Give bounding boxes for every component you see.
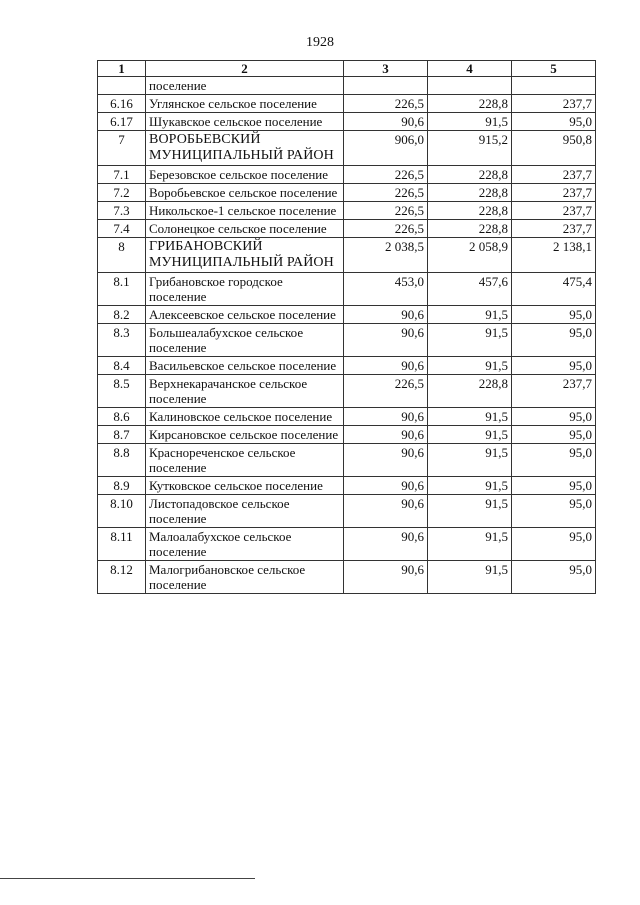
header-col-1: 1 xyxy=(98,61,146,77)
header-col-5: 5 xyxy=(512,61,596,77)
table-row xyxy=(98,273,596,306)
value-col-3-cell: 90,6 xyxy=(344,324,428,357)
value-col-5-cell: 95,0 xyxy=(512,561,596,594)
table-row xyxy=(98,561,596,594)
value-col-5-cell: 95,0 xyxy=(512,528,596,561)
value-col-3-cell: 90,6 xyxy=(344,528,428,561)
row-name-cell: Краснореченское сельское поселение xyxy=(146,444,344,477)
row-number-cell: 6.16 xyxy=(98,95,146,113)
value-col-4-cell: 91,5 xyxy=(428,357,512,375)
table-body xyxy=(98,77,596,594)
value-col-4-cell: 91,5 xyxy=(428,444,512,477)
value-col-5-cell: 237,7 xyxy=(512,184,596,202)
row-number-cell: 8.2 xyxy=(98,306,146,324)
value-col-5-cell: 95,0 xyxy=(512,324,596,357)
table-row xyxy=(98,375,596,408)
value-col-3-cell: 90,6 xyxy=(344,306,428,324)
table-row xyxy=(98,528,596,561)
row-number-cell: 8.10 xyxy=(98,495,146,528)
value-col-4-cell: 228,8 xyxy=(428,202,512,220)
row-number-cell: 7.4 xyxy=(98,220,146,238)
row-number-cell: 8.4 xyxy=(98,357,146,375)
value-col-5-cell: 95,0 xyxy=(512,426,596,444)
header-col-3: 3 xyxy=(344,61,428,77)
table-row xyxy=(98,77,596,95)
value-col-3-cell: 90,6 xyxy=(344,408,428,426)
row-name-cell: Калиновское сельское поселение xyxy=(146,408,344,426)
table-row xyxy=(98,306,596,324)
value-col-5-cell xyxy=(512,77,596,95)
footnote-divider xyxy=(0,878,255,879)
value-col-3-cell: 453,0 xyxy=(344,273,428,306)
row-number-cell: 7.2 xyxy=(98,184,146,202)
row-name-cell: Солонецкое сельское поселение xyxy=(146,220,344,238)
value-col-4-cell: 91,5 xyxy=(428,306,512,324)
header-col-2: 2 xyxy=(146,61,344,77)
row-name-cell: Березовское сельское поселение xyxy=(146,166,344,184)
value-col-5-cell: 237,7 xyxy=(512,166,596,184)
row-number-cell: 8.8 xyxy=(98,444,146,477)
value-col-5-cell: 95,0 xyxy=(512,495,596,528)
value-col-5-cell: 237,7 xyxy=(512,202,596,220)
row-number-cell: 8.1 xyxy=(98,273,146,306)
row-name-cell: Никольское-1 сельское поселение xyxy=(146,202,344,220)
row-number-cell: 8 xyxy=(98,238,146,273)
table-row xyxy=(98,495,596,528)
row-name-cell: Верхнекарачанское сельское поселение xyxy=(146,375,344,408)
row-name-cell: Шукавское сельское поселение xyxy=(146,113,344,131)
value-col-4-cell: 91,5 xyxy=(428,426,512,444)
value-col-4-cell: 228,8 xyxy=(428,166,512,184)
value-col-3-cell: 226,5 xyxy=(344,220,428,238)
value-col-3-cell: 2 038,5 xyxy=(344,238,428,273)
district-row xyxy=(98,238,596,273)
row-name-cell: ГРИБАНОВСКИЙ МУНИЦИПАЛЬНЫЙ РАЙОН xyxy=(146,238,344,273)
row-number-cell: 8.5 xyxy=(98,375,146,408)
value-col-5-cell: 95,0 xyxy=(512,306,596,324)
page-number: 1928 xyxy=(306,35,334,50)
table-row xyxy=(98,324,596,357)
value-col-4-cell: 91,5 xyxy=(428,324,512,357)
value-col-3-cell: 90,6 xyxy=(344,561,428,594)
row-name-cell: Углянское сельское поселение xyxy=(146,95,344,113)
table-row xyxy=(98,220,596,238)
value-col-4-cell: 2 058,9 xyxy=(428,238,512,273)
row-number-cell: 8.6 xyxy=(98,408,146,426)
row-number-cell: 6.17 xyxy=(98,113,146,131)
row-number-cell: 7.1 xyxy=(98,166,146,184)
value-col-4-cell xyxy=(428,77,512,95)
row-name-cell: Большеалабухское сельское поселение xyxy=(146,324,344,357)
value-col-4-cell: 915,2 xyxy=(428,131,512,166)
value-col-5-cell: 95,0 xyxy=(512,408,596,426)
value-col-3-cell: 90,6 xyxy=(344,357,428,375)
row-number-cell: 7.3 xyxy=(98,202,146,220)
value-col-5-cell: 237,7 xyxy=(512,220,596,238)
value-col-4-cell: 228,8 xyxy=(428,220,512,238)
row-name-cell: Грибановское городское поселение xyxy=(146,273,344,306)
row-number-cell: 8.11 xyxy=(98,528,146,561)
value-col-3-cell: 90,6 xyxy=(344,477,428,495)
budget-table xyxy=(97,60,596,594)
value-col-5-cell: 2 138,1 xyxy=(512,238,596,273)
value-col-3-cell: 90,6 xyxy=(344,426,428,444)
row-name-cell: Малогрибановское сельское поселение xyxy=(146,561,344,594)
value-col-3-cell: 90,6 xyxy=(344,495,428,528)
value-col-5-cell: 237,7 xyxy=(512,375,596,408)
table-row xyxy=(98,426,596,444)
value-col-5-cell: 95,0 xyxy=(512,444,596,477)
table-row xyxy=(98,357,596,375)
value-col-3-cell: 226,5 xyxy=(344,95,428,113)
value-col-5-cell: 95,0 xyxy=(512,113,596,131)
value-col-3-cell: 226,5 xyxy=(344,184,428,202)
table-row xyxy=(98,202,596,220)
table-header-row xyxy=(98,61,596,77)
value-col-4-cell: 91,5 xyxy=(428,408,512,426)
value-col-4-cell: 228,8 xyxy=(428,375,512,408)
row-name-cell: Кирсановское сельское поселение xyxy=(146,426,344,444)
value-col-3-cell: 90,6 xyxy=(344,113,428,131)
table-row xyxy=(98,113,596,131)
row-number-cell: 8.7 xyxy=(98,426,146,444)
table-row xyxy=(98,166,596,184)
row-name-cell: Васильевское сельское поселение xyxy=(146,357,344,375)
row-number-cell: 8.3 xyxy=(98,324,146,357)
value-col-5-cell: 237,7 xyxy=(512,95,596,113)
value-col-5-cell: 475,4 xyxy=(512,273,596,306)
row-name-cell: Листопадовское сельское поселение xyxy=(146,495,344,528)
row-number-cell: 8.12 xyxy=(98,561,146,594)
value-col-4-cell: 457,6 xyxy=(428,273,512,306)
header-col-4: 4 xyxy=(428,61,512,77)
table-row xyxy=(98,95,596,113)
row-number-cell: 7 xyxy=(98,131,146,166)
value-col-4-cell: 91,5 xyxy=(428,113,512,131)
value-col-5-cell: 95,0 xyxy=(512,357,596,375)
value-col-4-cell: 228,8 xyxy=(428,184,512,202)
row-name-cell: Малоалабухское сельское поселение xyxy=(146,528,344,561)
district-row xyxy=(98,131,596,166)
row-number-cell xyxy=(98,77,146,95)
row-name-cell: Кутковское сельское поселение xyxy=(146,477,344,495)
value-col-5-cell: 95,0 xyxy=(512,477,596,495)
row-name-cell: ВОРОБЬЕВСКИЙ МУНИЦИПАЛЬНЫЙ РАЙОН xyxy=(146,131,344,166)
value-col-3-cell: 226,5 xyxy=(344,375,428,408)
value-col-4-cell: 91,5 xyxy=(428,477,512,495)
table-row xyxy=(98,444,596,477)
value-col-4-cell: 91,5 xyxy=(428,495,512,528)
row-name-cell: Воробьевское сельское поселение xyxy=(146,184,344,202)
value-col-5-cell: 950,8 xyxy=(512,131,596,166)
value-col-3-cell: 226,5 xyxy=(344,202,428,220)
table-row xyxy=(98,408,596,426)
table-row xyxy=(98,184,596,202)
value-col-4-cell: 228,8 xyxy=(428,95,512,113)
row-number-cell: 8.9 xyxy=(98,477,146,495)
value-col-3-cell: 906,0 xyxy=(344,131,428,166)
value-col-4-cell: 91,5 xyxy=(428,561,512,594)
value-col-4-cell: 91,5 xyxy=(428,528,512,561)
value-col-3-cell: 226,5 xyxy=(344,166,428,184)
row-name-cell: Алексеевское сельское поселение xyxy=(146,306,344,324)
value-col-3-cell: 90,6 xyxy=(344,444,428,477)
value-col-3-cell xyxy=(344,77,428,95)
table-row xyxy=(98,477,596,495)
row-name-cell: поселение xyxy=(146,77,344,95)
